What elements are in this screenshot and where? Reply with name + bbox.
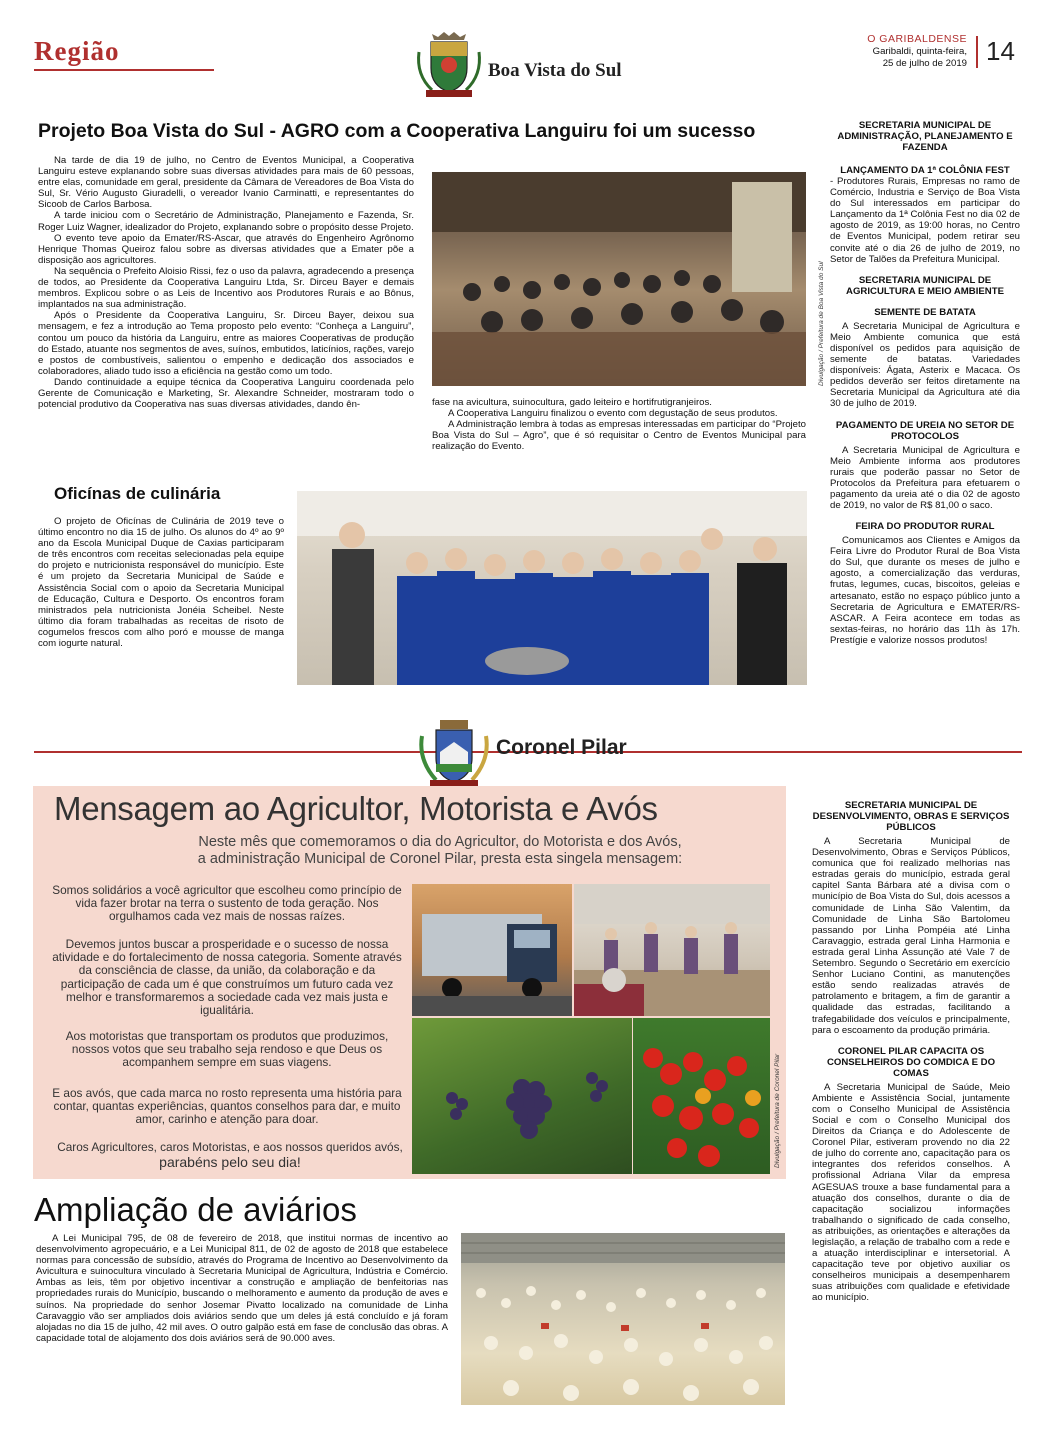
boa-vista-town-name: Boa Vista do Sul [488, 60, 622, 81]
truck-photo [412, 884, 572, 1016]
paragraph: fase na avicultura, suinocultura, gado leiteiro e hortifrutigranjeiros. [432, 397, 712, 408]
truck-icon [412, 884, 572, 1016]
culinaria-body [38, 516, 284, 649]
tomatoes-icon [633, 1018, 770, 1174]
section-title: Região [34, 36, 120, 66]
message-intro-2: a administração Municipal de Coronel Pilar, presta esta singela mensagem: [197, 851, 683, 867]
grapes-icon [412, 1018, 632, 1174]
sidebar-heading: FEIRA DO PRODUTOR RURAL [855, 521, 995, 533]
coronel-pilar-town-name: Coronel Pilar [496, 736, 627, 759]
paragraph: O evento teve apoio da Emater/RS-Ascar, que através do Engenheiro Agrônomo Henrique Thomas Queiroz falou sobre as diversas atividades que a Emater põe a disposição aos agricultores. [38, 232, 414, 266]
message-title: Mensagem ao Agricultor, Motorista e Avós [54, 790, 658, 827]
paragraph: A Lei Municipal 795, de 08 de fevereiro de 2018, que institui normas de incentivo ao desenvolvimento agropecuário, e a Lei Municipal 811, de 02 de agosto de 2018 que estabelece normas para concessão de subsídio, através do Programa de Incentivo ao Desenvolvimento da Avicultura e suinocultura vinculado à Secretaria Municipal de Agricultura, Indústria e Comércio. Ambas as leis, têm por objetivo incentivar a construção e ampliação de benfeitorias nas propriedades rurais do Município, buscando o melhoramento e aumento da produção de aves e suínos. Na propriedade do senhor Josemar Pivatto localizado na comunidade de Linha Caravaggio vão ser ampliados dois aviários sendo que um deles já está concluído e já foram alojadas no dia 15 de julho, 42 mil aves. O outro galpão está em fase de conclusão das obras. A capacidade total de alojamento dos dois aviários será de 90.000 aves. [36, 1233, 448, 1344]
message-para-1: Somos solidários a você agricultor que escolheu como princípio de vida fazer brotar na terra o sustento de toda geração. Nos orgulhamos cada vez mais de nossas raízes. [52, 883, 402, 924]
exercise-group-icon [574, 884, 770, 1016]
paragraph: O projeto de Oficínas de Culinária de 2019 teve o último encontro no dia 15 de julho. Os alunos do 4º ao 9º ano da Escola Municipal Duque de Caxias participaram de três encontros com receitas selecionadas pela equipe do projeto e nutricionista responsável do município. Este é um projeto da Secretaria Municipal de Saúde e Assistência Social com o apoio da Secretaria Municipal de Educação, Cultura e Desporto. Os encontros foram ministrados pela nutricionista Jonéia Scheibel. Neste último dia foram trabalhadas as receitas de risoto de cogumelos frescos com alho poró e mousse de manga com iogurte natural. [38, 516, 284, 650]
message-closing-2: parabéns pelo seu dia! [159, 1154, 301, 1170]
meeting-scene-icon [432, 172, 806, 386]
message-para-3: Aos motoristas que transportam os produtos que produzimos, nossos votos que seu trabalho seja rendoso e que Deus os acompanhem sempre em suas viagens. [65, 1029, 389, 1070]
meeting-photo [432, 172, 806, 386]
coronel-pilar-sidebar [812, 800, 1010, 1304]
paragraph: Dando continuidade a equipe técnica da Cooperativa Languiru coordenada pelo Gerente de Comunicação e Marketing, Sr. Alexandre Schneider, mostraram todo o potencial produtivo da Cooperativa nas suas diversas atividades, dando ên- [38, 376, 414, 411]
elderly-exercise-photo [574, 884, 770, 1016]
sidebar-paragraph: A Secretaria Municipal de Saúde, Meio Ambiente e Assistência Social, juntamente com o Conselho Municipal de Assistência Social e com o Conselho Municipal dos Direitos da Criança e do Adolescente de Coronel Pilar, estiveram provendo no dia 22 de julho do corrente ano, capacitação para os integrantes dos referidos conselhos. A profissional Adriana Vilar da empresa AGESUAS trouxe a base fundamental para a atuação dos conselhos, durante o dia de capacitação socializou informações trabalhando o significado de cada conselho, as atribuições, as orientações e alterações da legislação, a relação de trabalho com a rede e a atuação interdisciplinar e intersetorial. A capacitação teve por objetivo auxiliar os conselheiros municipais a desempenharem suas atribuições com qualidade e efetividade ao município. [812, 1081, 1010, 1304]
sidebar-heading: LANÇAMENTO DA 1ª COLÔNIA FEST [840, 165, 1010, 176]
sidebar-paragraph: Comunicamos aos Clientes e Amigos da Feira Livre do Produtor Rural de Boa Vista do Sul, que durante os meses de julho e agosto, a comercialização das verduras, frutas, legumes, cucas, biscoitos, geleias e artesanato, estão no espaço público junto a Secretaria de Agricultura e EMATER/RS-ASCAR. A Feira acontece em todas as sextas-feiras, no horário das 11h às 17h. Prestígie e valorize nossos produtos! [830, 535, 1020, 646]
collage-photo-credit: Divulgação / Prefeitura de Coronel Pilar [774, 1053, 781, 1168]
grapes-photo [412, 1018, 632, 1174]
culinaria-headline: Oficínas de culinária [54, 484, 221, 503]
avarios-body [36, 1233, 448, 1344]
main-headline: Projeto Boa Vista do Sul - AGRO com a Cooperativa Languiru foi um sucesso [38, 120, 756, 142]
paragraph: Após o Presidente da Cooperativa Languiru, Sr. Dirceu Bayer, deixou sua mensagem, e fez a introdução ao Tema proposto pelo evento: “Conheça a Languiru”, contou um pouco da história da Languiru, entre as maiores Cooperativas de produção do Estado, atuante nos segmentos de aves, suínos, embutidos, laticínios, rações, varejo e postos de combustíveis, salientou o empenho e dedicação dos associados e colaboradores, aliado tudo isso a eficiência na gestão como um todo. [38, 310, 414, 377]
boa-vista-coat-of-arms-icon [414, 30, 484, 100]
paragraph: A tarde iniciou com o Secretário de Administração, Planejamento e Fazenda, Sr. Roger Luiz Wagner, idealizador do Projeto, explanando sobre o propósito desse Projeto. [38, 210, 414, 233]
header-rule [34, 69, 214, 71]
chickens-icon [461, 1233, 785, 1405]
students-group-icon [297, 491, 807, 685]
meeting-photo-credit: Divulgação / Prefeitura de Boa Vista do Sul [818, 261, 825, 386]
sidebar-paragraph: - Produtores Rurais, Empresas no ramo de Comércio, Industria e Serviço de Boa Vista do Sul interessados em participar do Lançamento da 1ª Colônia Fest no dia 02 de agosto de 2019, as 19:00 horas, no Centro de Eventos Municipal, podem retirar seu convite até o dia 26 de julho de 2019, no Setor de Talões da Prefeitura Municipal. [830, 176, 1020, 265]
tomatoes-photo [633, 1018, 770, 1174]
sidebar-heading: SECRETARIA MUNICIPAL DE DESENVOLVIMENTO, OBRAS E SERVIÇOS PÚBLICOS [812, 800, 1010, 833]
paragraph: A Cooperativa Languiru finalizou o evento com degustação de seus produtos. [448, 408, 778, 420]
poultry-house-photo [461, 1233, 785, 1405]
avarios-headline: Ampliação de aviários [34, 1191, 357, 1228]
message-para-2: Devemos juntos buscar a prosperidade e o sucesso de nossa atividade e do fortalecimento de nossa categoria. Somente através da consciência de classe, da união, da colaboração e da participação de cada um é que construímos um futuro cada vez melhor e transformaremos a sociedade cada vez mais justa e igualitária. [52, 937, 402, 1018]
message-closing-1: Caros Agricultores, caros Motoristas, e aos nossos queridos avós, [57, 1140, 403, 1154]
sidebar-heading: SECRETARIA MUNICIPAL DE AGRICULTURA E MEIO AMBIENTE [846, 274, 1004, 297]
page-number-separator [976, 36, 978, 68]
sidebar-paragraph: A Secretaria Municipal de Agricultura e Meio Ambiente comunica que está disponível os pedidos para aquisição de semente de batatas. Variedades disponíveis: Ágata, Asterix e Macaca. Os pedidos deverão ser feitos diretamente na Secretaria Municipal da Agricultura até dia 30 de julho de 2019. [830, 320, 1020, 410]
message-intro-1: Neste mês que comemoramos o dia do Agricultor, do Motorista e dos Avós, [198, 834, 682, 850]
message-para-4: E aos avós, que cada marca no rosto representa uma história para contar, quantas experiências, quantos conselhos para dar, e muito amor, carinho e atenção para doar. [52, 1086, 402, 1127]
sidebar-heading: PAGAMENTO DE UREIA NO SETOR DE PROTOCOLOS [835, 419, 1015, 442]
paragraph: Na sequência o Prefeito Aloisio Rissi, fez o uso da palavra, agradecendo a presença de todos, ao Presidente da Cooperativa Languiru Ltda, Sr. Dirceu Bayer e demais membros. Explicou sobre o as Leis de Incentivo aos Produtores Rurais e ao Bônus, implantados na sua administração. [38, 265, 414, 311]
dateline: Garibaldi, quinta-feira, [872, 46, 967, 57]
sidebar-heading: SEMENTE DE BATATA [874, 306, 976, 318]
main-article-col2 [432, 397, 806, 452]
paragraph: A Administração lembra à todas as empresas interessadas em participar do “Projeto Boa Vista do Sul – Agro”, que é só requisitar o Centro de Eventos Municipal para realização do Evento. [432, 419, 806, 453]
cooking-class-photo [297, 491, 807, 685]
sidebar-heading: CORONEL PILAR CAPACITA OS CONSELHEIROS DO COMDICA E DO COMAS [826, 1045, 996, 1079]
sidebar-paragraph: A Secretaria Municipal de Desenvolvimento, Obras e Serviços Públicos, comunica que foi realizado melhorias nas estradas gerais do município, estrada geral capitel Santa Bárbara até a divisa com o município de Boa Vista do Sul, dois acessos a comunidade de Linha São Valentim, da Comunidade de Linha São Bartolomeu passando por Linha Pompéia até Linha Caravaggio, estrada geral Linha Harmonia e estrada geral Linha Assunção até Vale 7 de Setembro. Segundo o Secretário em exercício Senhor Luciano Contini, as manutenções estão sendo realizadas através de patrolamento e britagem, a fim de garantir a qualidade das estradas, facilitando a trafegabilidade dos veículos e principalmente, para o escoamento da produção primária. [812, 836, 1010, 1036]
paper-name: O GARIBALDENSE [867, 33, 967, 45]
paragraph: Na tarde de dia 19 de julho, no Centro de Eventos Municipal, a Cooperativa Languiru esteve explanando sobre suas diversas atividades para mais de 60 pessoas, entre elas, comunidade em geral, presidente da Câmara de Vereadores de Boa Vista do Sul, Sr. Vério Augusto Giuradelli, o vereador Ivanio Carminatti, e representantes do Sicoob de Carlos Barbosa. [38, 155, 414, 211]
sidebar-heading: SECRETARIA MUNICIPAL DE ADMINISTRAÇÃO, PLANEJAMENTO E FAZENDA [837, 120, 1013, 153]
sidebar-paragraph: A Secretaria Municipal de Agricultura e Meio Ambiente informa aos produtores rurais que poderão passar no Setor de Protocolos da Prefeitura para efetuarem o pagamento da ureia até o dia 02 de agosto de 2019, no valor de R$ 81,00 o saco. [830, 444, 1020, 511]
date: 25 de julho de 2019 [882, 58, 967, 69]
main-article-col1 [38, 155, 414, 410]
coronel-pilar-coat-of-arms-icon [414, 718, 494, 788]
boa-vista-sidebar [830, 120, 1020, 646]
page-number: 14 [986, 36, 1015, 66]
